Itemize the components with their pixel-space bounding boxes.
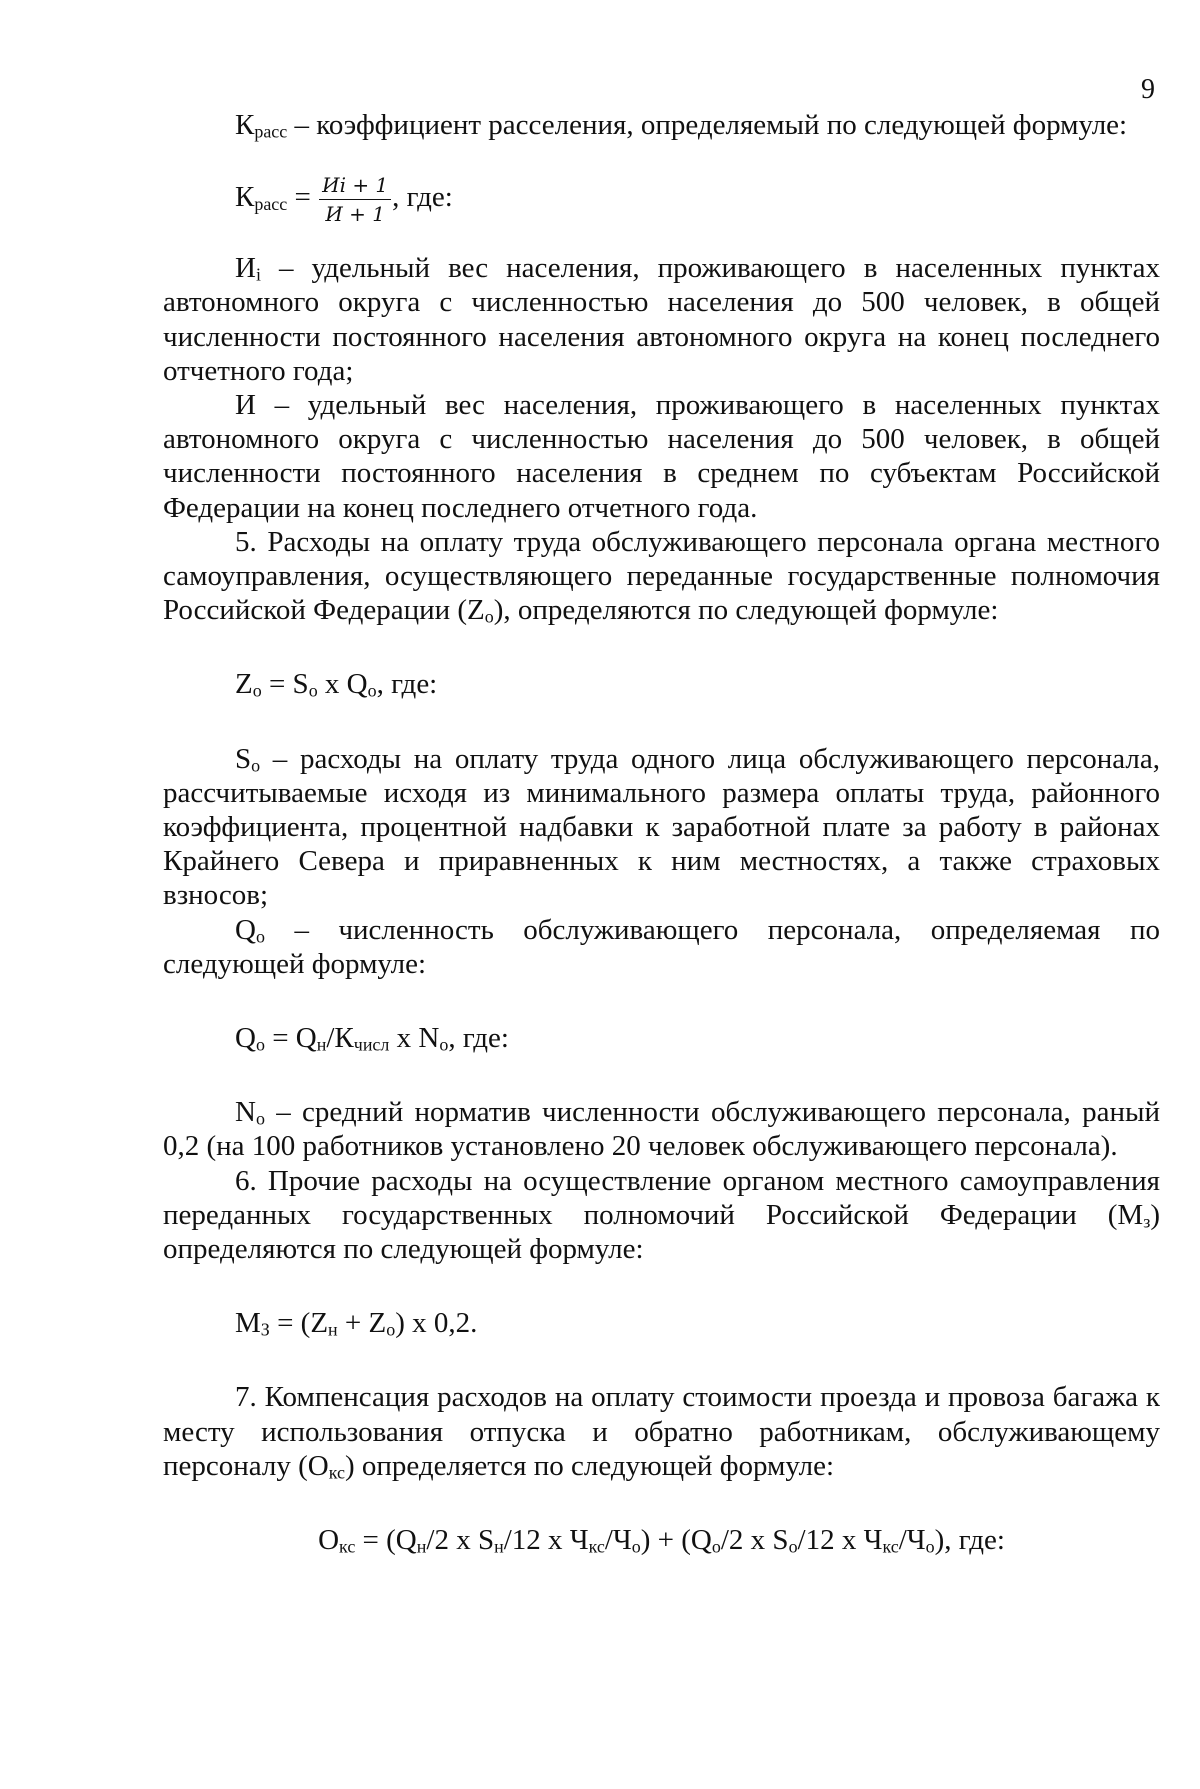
symbol-text: N xyxy=(235,1096,256,1129)
definition-i-i xyxy=(163,251,1160,388)
subscript: н xyxy=(328,1319,338,1340)
definition-text: – коэффициент расселения, определяемый по следующей формуле: xyxy=(287,109,1128,141)
subscript: о xyxy=(255,926,265,947)
paragraph-text: ), определяются по следующей формуле: xyxy=(493,594,999,627)
formula-part: x Q xyxy=(317,668,368,701)
fraction-denominator: И + 1 xyxy=(325,202,385,227)
subscript: н xyxy=(416,1536,427,1557)
symbol-text: К xyxy=(235,181,255,214)
subscript: о xyxy=(367,681,377,702)
formula-part: /12 x Ч xyxy=(797,1524,883,1557)
subscript: расс xyxy=(254,193,288,214)
formula-part: ) + (Q xyxy=(640,1524,712,1557)
subscript: i xyxy=(255,264,261,285)
paragraph-7 xyxy=(163,1380,1160,1483)
subscript: з xyxy=(1143,1211,1151,1232)
definition-text: – удельный вес населения, проживающего в населенных пунктах автономного округа с численностью населения до 500 человек, в общей численности постоянного населения автономного округа на конец последнего отчетного года; xyxy=(163,252,1160,387)
formula-part: М xyxy=(235,1307,261,1340)
fraction xyxy=(319,172,391,227)
definition-n-o xyxy=(163,1095,1160,1163)
formula-part: /2 x S xyxy=(720,1524,789,1557)
formula-part: = (Q xyxy=(355,1524,417,1557)
formula-part: ) x 0,2. xyxy=(395,1307,478,1340)
formula-tail: , где: xyxy=(392,181,453,214)
subscript: числ xyxy=(353,1034,390,1055)
formula-part: ), где: xyxy=(934,1524,1005,1557)
formula-part: , где: xyxy=(448,1022,509,1055)
paragraph-5 xyxy=(163,525,1160,628)
subscript: о xyxy=(251,755,261,776)
subscript: кс xyxy=(588,1536,605,1557)
subscript: З xyxy=(260,1319,270,1340)
paragraph-text: 5. Расходы на оплату труда обслуживающего персонала органа местного самоуправления, осуществляющего переданные государственные полномочия Российской Федерации (Z xyxy=(163,525,1160,627)
subscript: о xyxy=(439,1034,449,1055)
subscript: о xyxy=(788,1536,798,1557)
page-number: 9 xyxy=(1141,74,1155,105)
definition-s-o xyxy=(163,742,1160,913)
fraction-numerator: Иi + 1 xyxy=(319,172,391,200)
paragraph-6 xyxy=(163,1164,1160,1267)
formula-o-ks xyxy=(163,1523,1160,1557)
subscript: н xyxy=(316,1034,327,1055)
formula-z-o xyxy=(163,667,1160,701)
formula-part: , где: xyxy=(376,668,438,701)
formula-part: О xyxy=(318,1524,340,1557)
symbol-text: S xyxy=(235,742,252,775)
subscript: кс xyxy=(882,1536,899,1557)
symbol-text: К xyxy=(235,109,255,141)
subscript: о xyxy=(255,1034,265,1055)
paragraph-text: ) определяются по следующей формуле: xyxy=(163,1198,1160,1266)
formula-part: /К xyxy=(326,1022,354,1055)
definition-i: И – удельный вес населения, проживающего в населенных пунктах автономного округа с численностью населения до 500 человек, в общей численности постоянного населения в среднем по субъектам Российской Федерации на конец последнего отчетного года. xyxy=(163,389,1160,524)
definition-text: – средний норматив численности обслуживающего персонала, раный 0,2 (на 100 работников установлено 20 человек обслуживающего персонала). xyxy=(163,1096,1160,1163)
definition-k-rass xyxy=(163,108,1160,142)
subscript: кс xyxy=(339,1536,356,1557)
formula-part: = S xyxy=(261,668,309,701)
subscript: о xyxy=(255,1108,265,1129)
formula-m-z xyxy=(163,1306,1160,1340)
formula-part: Z xyxy=(235,668,253,701)
subscript: о xyxy=(252,681,262,702)
definition-q-o xyxy=(163,913,1160,981)
symbol-text: И xyxy=(235,252,256,285)
paragraph-text: 7. Компенсация расходов на оплату стоимости проезда и провоза багажа к месту использования отпуска и обратно работникам, обслуживающему персоналу (О xyxy=(163,1381,1160,1482)
symbol-text: Q xyxy=(235,913,256,946)
subscript: о xyxy=(711,1536,721,1557)
document-body xyxy=(163,108,1160,1557)
subscript: о xyxy=(925,1536,935,1557)
paragraph-text: ) определяется по следующей формуле: xyxy=(345,1449,835,1482)
subscript: н xyxy=(494,1536,504,1557)
formula-part: /Ч xyxy=(898,1524,926,1557)
formula-part: /Ч xyxy=(604,1524,632,1557)
subscript: кс xyxy=(328,1462,345,1483)
paragraph-text: 6. Прочие расходы на осуществление органом местного самоуправления переданных государственных полномочий Российской Федерации (М xyxy=(163,1164,1160,1231)
subscript: расс xyxy=(254,121,288,142)
formula-part: x N xyxy=(389,1022,440,1055)
formula-part: /2 x S xyxy=(426,1524,495,1557)
equals-sign: = xyxy=(287,181,319,214)
formula-part: = (Z xyxy=(269,1307,329,1340)
subscript: о xyxy=(484,606,494,627)
formula-part: /12 x Ч xyxy=(503,1524,589,1557)
subscript: о xyxy=(386,1319,396,1340)
definition-text: – численность обслуживающего персонала, определяемая по следующей формуле: xyxy=(163,913,1160,980)
subscript: о xyxy=(308,681,318,702)
formula-q-o xyxy=(163,1021,1160,1055)
subscript: о xyxy=(631,1536,641,1557)
formula-part: = Q xyxy=(264,1022,317,1055)
formula-k-rass xyxy=(163,172,1160,227)
definition-text: – расходы на оплату труда одного лица обслуживающего персонала, рассчитываемые исходя из минимального размера оплаты труда, районного коэффициента, процентной надбавки к заработной плате за работу в районах Крайнего Севера и приравненных к ним местностях, а также страховых взносов; xyxy=(163,742,1160,912)
formula-part: + Z xyxy=(337,1307,387,1340)
formula-part: Q xyxy=(235,1022,256,1055)
